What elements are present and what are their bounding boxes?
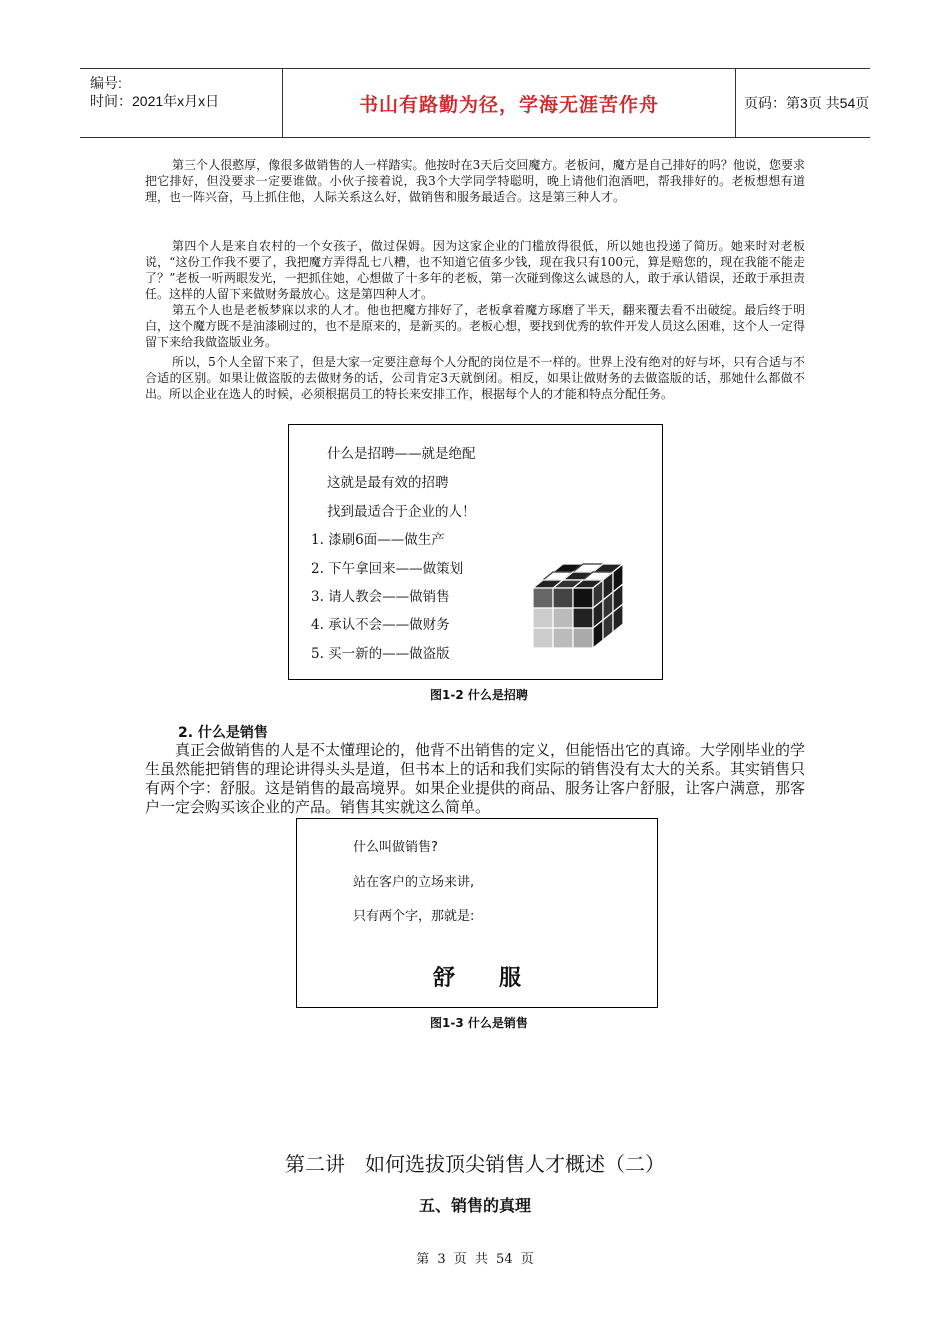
section2-body: 真正会做销售的人是不太懂理论的，他背不出销售的定义，但能悟出它的真谛。大学刚毕业的学生虽然能把销售的理论讲得头头是道，但书本上的话和我们实际的销售没有太大的关系。其实销售只有两个字：舒服。这是销售的最高境界。如果企业提供的商品、服务让客户舒服，让客户满意，那客户一定会购买该企业的产品。销售其实就这么简单。 xyxy=(145,741,806,816)
paragraph-fifth-person: 第五个人也是老板梦寐以求的人才。他也把魔方排好了，老板拿着魔方琢磨了半天，翻来覆去看不出破绽。最后终于明白，这个魔方既不是油漆刷过的，也不是原来的，是新买的。老板心想，要找到优秀的软件开发人员这么困难，这个人一定得留下来给我做盗版业务。 xyxy=(145,303,806,349)
header-meta-cell xyxy=(80,69,283,137)
figure1-caption: 图1-2 什么是招聘 xyxy=(430,688,528,702)
rubiks-cube-icon xyxy=(531,560,631,656)
header-page-cell xyxy=(736,69,870,137)
figure1-line: 2. 下午拿回来——做策划 xyxy=(311,561,464,577)
figure1-line: 4. 承认不会——做财务 xyxy=(311,617,450,633)
subheading: 五、销售的真理 xyxy=(418,1196,531,1215)
figure2-big-word: 舒 服 xyxy=(433,966,522,991)
figure1-line: 找到最适合于企业的人！ xyxy=(327,504,476,520)
page-info: 页码：第3页 共54页 xyxy=(744,95,870,111)
figure2-line: 只有两个字，那就是: xyxy=(353,909,475,924)
figure-sales xyxy=(296,818,658,1008)
figure-recruitment xyxy=(288,424,663,680)
time-label: 时间：2021年x月x日 xyxy=(90,93,220,109)
page-footer: 第 3 页 共 54 页 xyxy=(416,1252,534,1267)
figure2-caption: 图1-3 什么是销售 xyxy=(430,1016,528,1030)
page-header xyxy=(80,68,870,138)
figure2-line: 站在客户的立场来讲, xyxy=(353,875,475,890)
paragraph-fourth-person: 第四个人是来自农村的一个女孩子，做过保姆。因为这家企业的门槛放得很低，所以她也投递了简历。她来时对老板说，“这份工作我不要了，我把魔方弄得乱七八糟，也不知道它值多少钱，现在我只有100元，算是赔您的，现在我能不能走了？”老板一听两眼发光，一把抓住她，心想做了十多年的老板，第一次碰到像这么诚恳的人，敢于承认错误，还敢于承担责任。这样的人留下来做财务最放心。这是第四种人才。 xyxy=(145,239,805,301)
figure1-line: 什么是招聘——就是绝配 xyxy=(327,446,476,462)
figure1-line: 1. 漆刷6面——做生产 xyxy=(311,532,445,548)
paragraph-conclusion: 所以，5个人全留下来了，但是大家一定要注意每个人分配的岗位是不一样的。世界上没有绝对的好与坏，只有合适与不合适的区别。如果让做盗版的去做财务的话，公司肯定3天就倒闭。相反，如果让做财务的去做盗版的话，那她什么都做不出。所以企业在选人的时候，必须根据员工的特长来安排工作，根据每个人的才能和特点分配任务。 xyxy=(145,355,805,401)
header-motto-cell xyxy=(283,69,736,137)
paragraph-third-person: 第三个人很憨厚，像很多做销售的人一样踏实。他按时在3天后交回魔方。老板问，魔方是自己排好的吗？他说，您要求把它排好，但没要求一定要谁做。小伙子接着说，我3个大学同学特聪明，晚上请他们泡酒吧，帮我排好的。老板想想有道理，也一阵兴奋，马上抓住他，人际关系这么好，做销售和服务最适合。这是第三种人才。 xyxy=(145,158,805,204)
motto: 书山有路勤为径，学海无涯苦作舟 xyxy=(358,93,659,116)
figure2-line: 什么叫做销售? xyxy=(353,840,438,855)
figure1-line: 3. 请人教会——做销售 xyxy=(311,589,450,605)
figure1-line: 这就是最有效的招聘 xyxy=(327,475,449,491)
figure1-line: 5. 买一新的——做盗版 xyxy=(311,646,450,662)
chapter-title: 第二讲 如何选拔顶尖销售人才概述（二） xyxy=(285,1152,665,1176)
section-title-what-is-sales: 2. 什么是销售 xyxy=(178,725,268,741)
number-label: 编号: xyxy=(90,75,122,91)
